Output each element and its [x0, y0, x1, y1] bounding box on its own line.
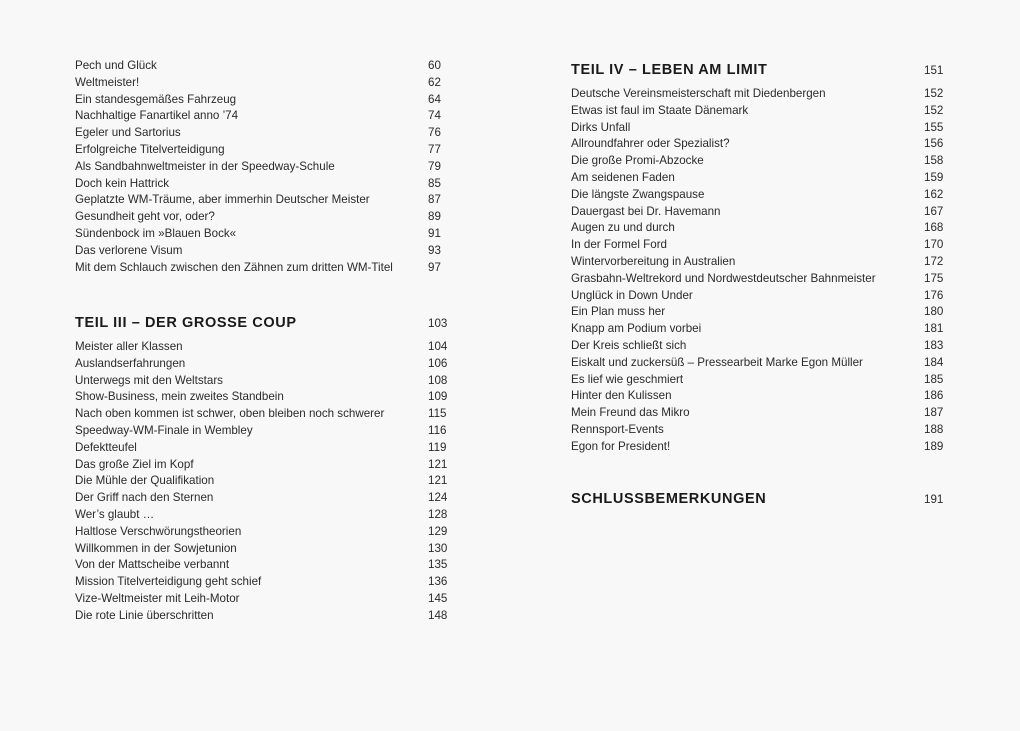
- toc-entry: [571, 237, 943, 254]
- toc-entry-page: 106: [428, 356, 448, 370]
- section-page: 151: [924, 64, 944, 77]
- toc-entry: [75, 389, 448, 406]
- toc-entry-title: Dirks Unfall: [571, 120, 631, 134]
- toc-entry: [571, 86, 943, 103]
- toc-entry: [75, 457, 448, 474]
- toc-entry-title: Es lief wie geschmiert: [571, 372, 684, 386]
- toc-entry: [571, 271, 943, 288]
- section-title: TEIL III – DER GROSSE COUP: [75, 315, 297, 331]
- section-heading-teil-3: [75, 312, 448, 334]
- toc-entry-title: Ein Plan muss her: [571, 305, 666, 319]
- toc-entry-page: 162: [924, 187, 944, 201]
- section-heading-schlussbemerkungen: [571, 488, 943, 510]
- toc-entry: [571, 355, 943, 372]
- toc-entry-title: Allroundfahrer oder Spezialist?: [571, 137, 730, 151]
- toc-entry-title: Die längste Zwangspause: [571, 187, 705, 201]
- toc-entry-title: Sündenbock im »Blauen Bock«: [75, 226, 237, 240]
- toc-entry-title: Weltmeister!: [75, 75, 140, 89]
- toc-entry-page: 119: [428, 440, 447, 454]
- toc-entry-page: 91: [428, 226, 441, 240]
- toc-entry: [571, 304, 943, 321]
- toc-entry: [75, 507, 448, 524]
- toc-entry-title: Die Mühle der Qualifikation: [75, 474, 215, 488]
- toc-entry-page: 115: [428, 407, 447, 421]
- toc-entry-title: Erfolgreiche Titelverteidigung: [75, 142, 225, 156]
- toc-entry-page: 93: [428, 243, 441, 257]
- toc-entry: [75, 557, 448, 574]
- section-title: SCHLUSSBEMERKUNGEN: [571, 491, 767, 507]
- toc-entry: [571, 120, 943, 137]
- toc-entry: [75, 209, 448, 226]
- toc-entry-page: 184: [924, 355, 944, 369]
- toc-entry: [571, 321, 943, 338]
- toc-entry-title: Pech und Glück: [75, 59, 157, 72]
- toc-entry: [571, 254, 943, 271]
- toc-entry: [75, 339, 448, 356]
- toc-entry-title: Defektteufel: [75, 440, 137, 454]
- toc-entry-title: Eiskalt und zuckersüß – Pressearbeit Marke Egon Müller: [571, 355, 863, 369]
- toc-section-4-list: [571, 86, 943, 456]
- toc-entry: [571, 136, 943, 153]
- toc-entry-page: 187: [924, 406, 944, 420]
- toc-entry-title: Knapp am Podium vorbei: [571, 322, 702, 336]
- toc-entry-page: 152: [924, 87, 944, 100]
- toc-entry-title: Mein Freund das Mikro: [571, 406, 690, 420]
- toc-entry-page: 145: [428, 591, 448, 605]
- toc-entry: [75, 490, 448, 507]
- toc-entry-title: Doch kein Hattrick: [75, 176, 170, 190]
- toc-entry: [571, 187, 943, 204]
- toc-entry-page: 185: [924, 372, 944, 386]
- toc-entry-title: Meister aller Klassen: [75, 340, 183, 353]
- toc-entry: [571, 388, 943, 405]
- toc-entry: [75, 108, 448, 125]
- toc-entry: [75, 176, 448, 193]
- toc-entry: [75, 192, 448, 209]
- toc-entry: [75, 591, 448, 608]
- toc-entry-page: 189: [924, 439, 944, 453]
- toc-entry-title: Das verlorene Visum: [75, 243, 183, 257]
- toc-entry: [75, 142, 448, 159]
- toc-entry-title: Mit dem Schlauch zwischen den Zähnen zum dritten WM-Titel: [75, 260, 393, 274]
- toc-entry: [571, 422, 943, 439]
- toc-entry-page: 87: [428, 193, 441, 207]
- toc-entry-title: Egeler und Sartorius: [75, 126, 181, 140]
- toc-entry: [75, 473, 448, 490]
- toc-entry-page: 183: [924, 338, 944, 352]
- toc-entry-title: Dauergast bei Dr. Havemann: [571, 204, 721, 218]
- section-heading-teil-4: [571, 59, 943, 81]
- toc-entry-page: 124: [428, 491, 448, 505]
- toc-entry-title: Deutsche Vereinsmeisterschaft mit Diedenbergen: [571, 87, 826, 100]
- toc-entry-title: Auslandserfahrungen: [75, 356, 186, 370]
- toc-entry-page: 170: [924, 238, 944, 252]
- toc-entry-title: Augen zu und durch: [571, 221, 675, 235]
- toc-entry-title: Geplatzte WM-Träume, aber immerhin Deutscher Meister: [75, 193, 370, 207]
- toc-entry-page: 156: [924, 137, 944, 151]
- toc-entry-title: Willkommen in der Sowjetunion: [75, 541, 237, 555]
- toc-entry-title: Egon for President!: [571, 439, 671, 453]
- toc-entry: [75, 159, 448, 176]
- toc-entry: [75, 440, 448, 457]
- toc-entry-title: Nachhaltige Fanartikel anno ’74: [75, 109, 239, 123]
- toc-entry-page: 155: [924, 120, 944, 134]
- toc-entry-title: Speedway-WM-Finale in Wembley: [75, 423, 253, 437]
- toc-entry: [75, 356, 448, 373]
- toc-entry-title: Grasbahn-Weltrekord und Nordwestdeutscher Bahnmeister: [571, 271, 876, 285]
- toc-entry-page: 89: [428, 210, 441, 224]
- toc-entry-page: 135: [428, 558, 448, 572]
- toc-entry-page: 158: [924, 154, 944, 168]
- section-title: TEIL IV – LEBEN AM LIMIT: [571, 62, 768, 78]
- toc-section-3-list: [75, 339, 448, 625]
- toc-entry-title: Show-Business, mein zweites Standbein: [75, 390, 284, 404]
- toc-entry: [75, 92, 448, 109]
- toc-entry: [75, 406, 448, 423]
- toc-entry: [571, 288, 943, 305]
- toc-entry: [75, 125, 448, 142]
- toc-entry-title: Mission Titelverteidigung geht schief: [75, 575, 262, 589]
- toc-entry-page: 85: [428, 176, 441, 190]
- toc-entry-page: 136: [428, 575, 448, 589]
- toc-entry: [75, 226, 448, 243]
- toc-entry-page: 64: [428, 92, 441, 106]
- toc-entry-page: 159: [924, 170, 944, 184]
- toc-entry-page: 168: [924, 221, 944, 235]
- toc-entry: [75, 260, 448, 277]
- toc-entry-page: 109: [428, 390, 448, 404]
- toc-entry-page: 152: [924, 103, 944, 117]
- toc-entry-title: Die große Promi-Abzocke: [571, 154, 704, 168]
- section-page: 103: [428, 317, 448, 330]
- toc-entry-title: Ein standesgemäßes Fahrzeug: [75, 92, 237, 106]
- toc-entry-page: 79: [428, 159, 441, 173]
- toc-entry-title: Haltlose Verschwörungstheorien: [75, 524, 242, 538]
- toc-entry: [75, 541, 448, 558]
- toc-entry: [571, 372, 943, 389]
- toc-entry-page: 130: [428, 541, 448, 555]
- toc-entry-page: 128: [428, 507, 448, 521]
- toc-entry: [75, 75, 448, 92]
- toc-entry-page: 74: [428, 109, 441, 123]
- toc-entry: [75, 373, 448, 390]
- toc-entry: [571, 103, 943, 120]
- toc-entry: [75, 608, 448, 625]
- toc-entry: [75, 423, 448, 440]
- toc-entry-title: Hinter den Kulissen: [571, 389, 672, 403]
- toc-entry-title: Von der Mattscheibe verbannt: [75, 558, 230, 572]
- toc-entry-title: Am seidenen Faden: [571, 170, 675, 184]
- toc-entry-page: 77: [428, 142, 441, 156]
- toc-entry-page: 186: [924, 389, 944, 403]
- toc-entry: [75, 574, 448, 591]
- toc-entry-title: Das große Ziel im Kopf: [75, 457, 194, 471]
- toc-entry-title: Nach oben kommen ist schwer, oben bleiben noch schwerer: [75, 407, 385, 421]
- toc-entry: [75, 243, 448, 260]
- toc-entry-title: Wer’s glaubt …: [75, 507, 155, 521]
- toc-entry-title: Der Griff nach den Sternen: [75, 491, 214, 505]
- toc-entry-page: 148: [428, 608, 448, 622]
- toc-entry-page: 180: [924, 305, 944, 319]
- toc-entry: [571, 153, 943, 170]
- toc-entry-page: 97: [428, 260, 441, 274]
- toc-entry-page: 108: [428, 373, 448, 387]
- toc-entry-title: Gesundheit geht vor, oder?: [75, 210, 215, 224]
- toc-entry-page: 172: [924, 254, 944, 268]
- section-page: 191: [924, 493, 944, 506]
- toc-entry-title: Die rote Linie überschritten: [75, 608, 214, 622]
- toc-entry-page: 121: [428, 474, 448, 488]
- toc-entry-title: Unglück in Down Under: [571, 288, 693, 302]
- toc-entry-title: Vize-Weltmeister mit Leih-Motor: [75, 591, 240, 605]
- toc-entry: [75, 58, 448, 75]
- toc-entry-page: 116: [428, 423, 447, 437]
- toc-entry-page: 188: [924, 422, 944, 436]
- toc-entry-title: Wintervorbereitung in Australien: [571, 254, 736, 268]
- toc-entry-title: Rennsport-Events: [571, 422, 664, 436]
- toc-entry-page: 121: [428, 457, 448, 471]
- toc-continued-list: [75, 58, 448, 276]
- toc-entry-page: 60: [428, 59, 441, 72]
- toc-entry-title: Unterwegs mit den Weltstars: [75, 373, 223, 387]
- toc-entry-page: 104: [428, 340, 448, 353]
- toc-entry: [571, 439, 943, 456]
- toc-entry-page: 62: [428, 75, 441, 89]
- toc-entry-title: In der Formel Ford: [571, 238, 667, 252]
- toc-entry: [571, 405, 943, 422]
- toc-entry: [571, 338, 943, 355]
- toc-entry-page: 175: [924, 271, 944, 285]
- toc-entry: [571, 204, 943, 221]
- toc-entry-page: 176: [924, 288, 944, 302]
- toc-entry: [75, 524, 448, 541]
- toc-entry-title: Als Sandbahnweltmeister in der Speedway-Schule: [75, 159, 335, 173]
- toc-entry-page: 167: [924, 204, 944, 218]
- toc-entry-page: 76: [428, 126, 441, 140]
- toc-entry: [571, 220, 943, 237]
- toc-entry-title: Etwas ist faul im Staate Dänemark: [571, 103, 749, 117]
- toc-entry-page: 129: [428, 524, 448, 538]
- toc-entry: [571, 170, 943, 187]
- toc-entry-page: 181: [924, 322, 944, 336]
- toc-entry-title: Der Kreis schließt sich: [571, 338, 687, 352]
